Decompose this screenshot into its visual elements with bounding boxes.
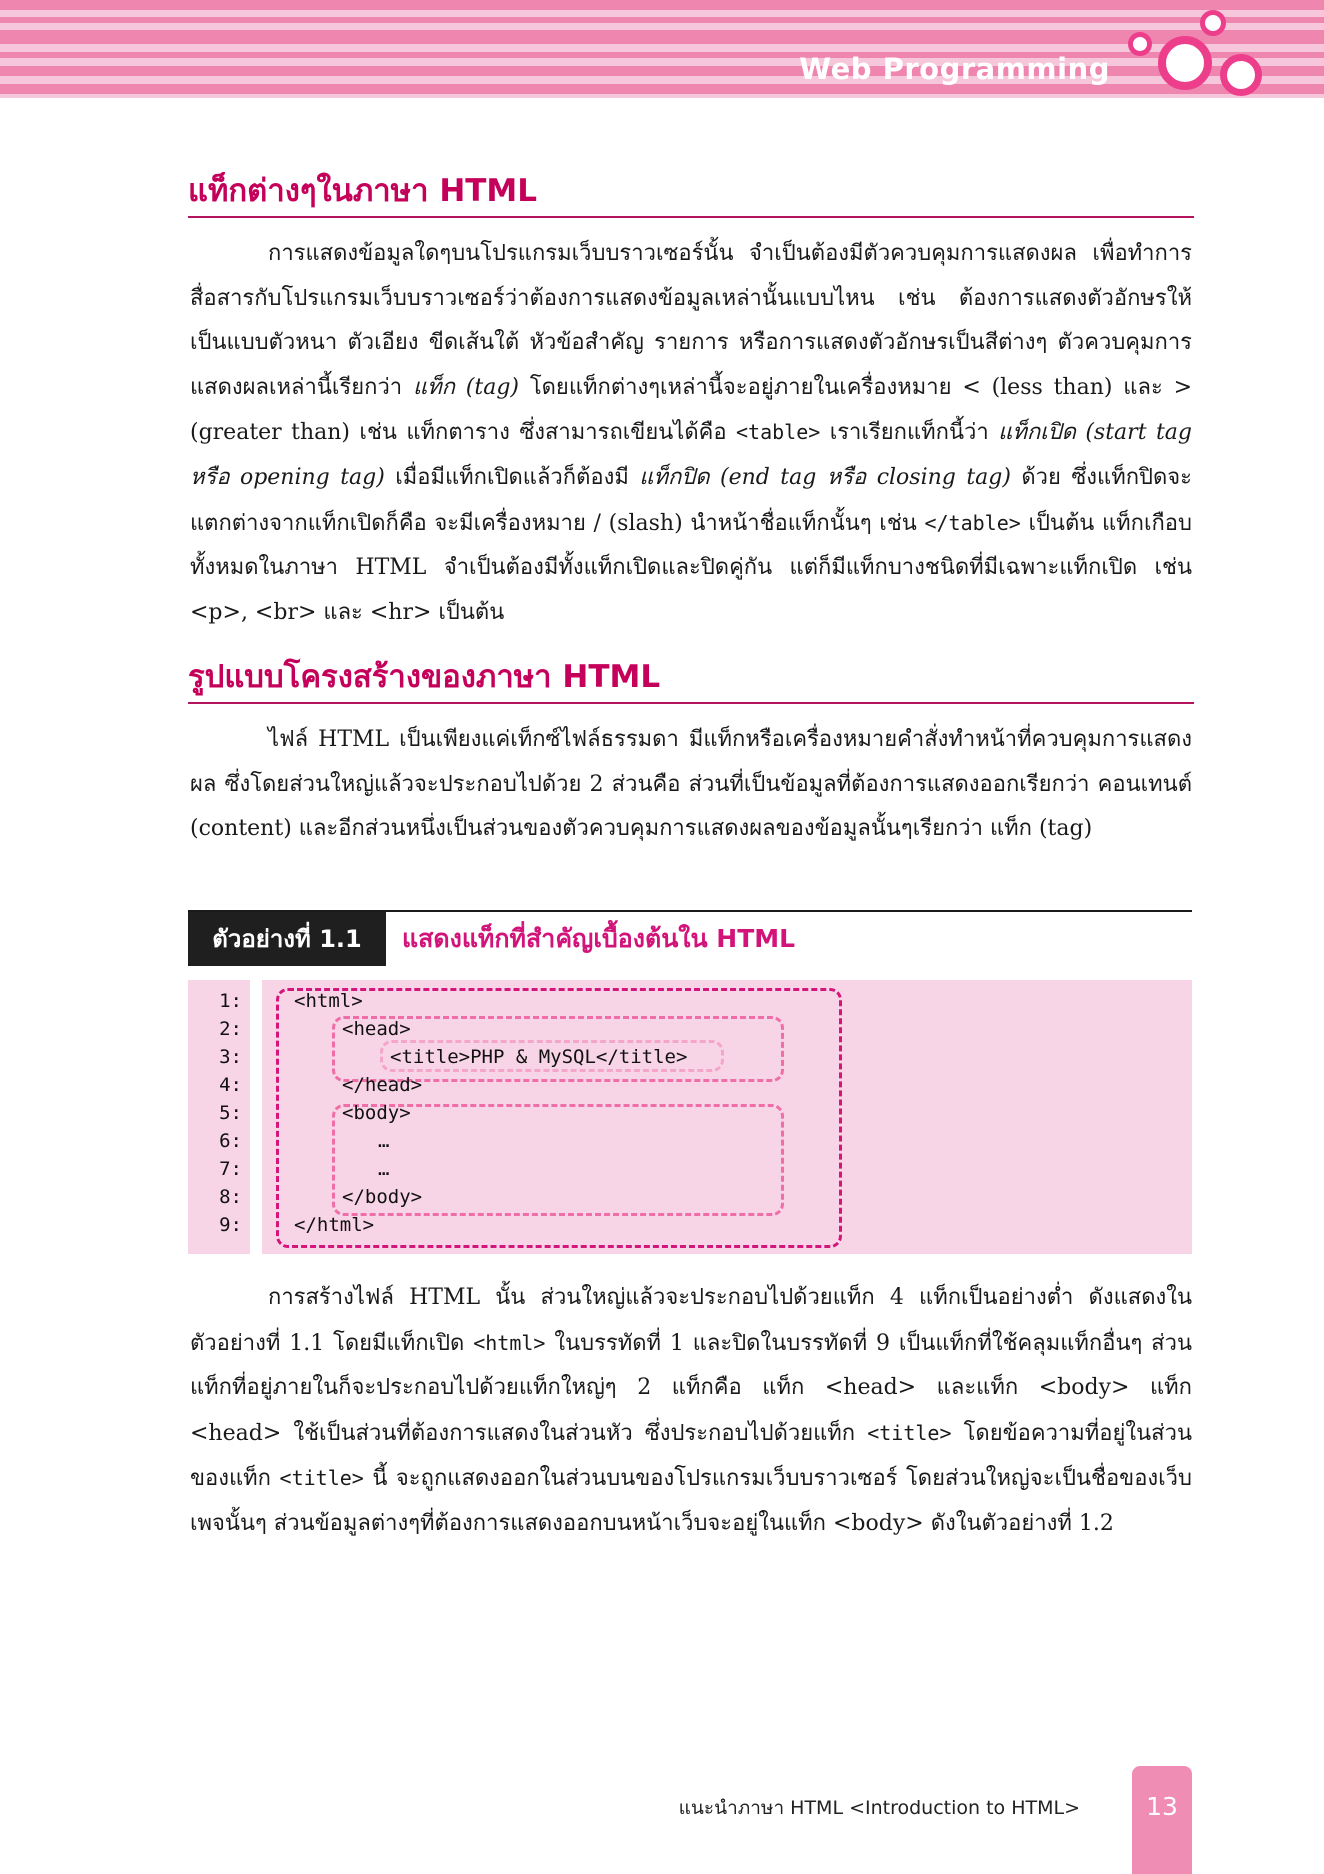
header-stripe [0,30,1324,44]
line-number: 7: [219,1158,242,1180]
header-stripe [0,52,1324,58]
footer-chapter-title: แนะนำภาษา HTML <Introduction to HTML> [678,1797,1080,1819]
decor-circle-icon [1200,10,1226,36]
page-header [0,0,1324,98]
code-line: <head> [342,1018,411,1040]
code-line: </html> [294,1214,375,1236]
section-heading-structure: รูปแบบโครงสร้างของภาษา HTML [188,660,1194,704]
section-paragraph: ไฟล์ HTML เป็นเพียงแค่เท็กซ์ไฟล์ธรรมดา มีแท็กหรือเครื่องหมายคำสั่งทำหน้าที่ควบคุมการแสดงผล ซึ่งโดยส่วนใหญ่แล้วจะประกอบไปด้วย 2 ส่วนคือ ส่วนที่เป็นข้อมูลที่ต้องการแสดงออกเรียกว่า คอนเทนต์ (content) และอีกส่วนหนึ่งเป็นส่วนของตัวควบคุมการแสดงผลของข้อมูลนั้นๆเรียกว่า แท็ก (tag) [190,727,1192,842]
code-line: … [378,1130,390,1152]
page-number: 13 [1146,1792,1178,1821]
decor-circle-icon [1128,32,1152,56]
example-label: ตัวอย่างที่ 1.1 [188,912,386,966]
code-block [262,980,1192,1254]
line-number: 8: [219,1186,242,1208]
header-stripe [0,66,1324,76]
decor-circle-icon [1158,36,1212,90]
header-stripe [0,0,1324,10]
code-line: </head> [342,1074,423,1096]
line-number: 3: [219,1046,242,1068]
decor-circle-icon [1220,54,1262,96]
section-paragraph: การสร้างไฟล์ HTML นั้น ส่วนใหญ่แล้วจะประกอบไปด้วยแท็ก 4 แท็กเป็นอย่างต่ำ ดังแสดงในตัวอย่างที่ 1.1 โดยมีแท็กเปิด <html> ในบรรทัดที่ 1 และปิดในบรรทัดที่ 9 เป็นแท็กที่ใช้คลุมแท็กอื่นๆ ส่วนแท็กที่อยู่ภายในก็จะประกอบไปด้วยแท็กใหญ่ๆ 2 แท็กคือ แท็ก <head> และแท็ก <body> แท็ก <head> ใช้เป็นส่วนที่ต้องการแสดงในส่วนหัว ซึ่งประกอบไปด้วยแท็ก <title> โดยข้อความที่อยู่ในส่วนของแท็ก <title> นี้ จะถูกแสดงออกในส่วนบนของโปรแกรมเว็บบราวเซอร์ โดยส่วนใหญ่จะเป็นชื่อของเว็บเพจนั้นๆ ส่วนข้อมูลต่างๆที่ต้องการแสดงออกบนหน้าเว็บจะอยู่ในแท็ก <body> ดังในตัวอย่างที่ 1.2 [190,1285,1193,1536]
header-title: Web Programming [799,52,1110,86]
code-line: </body> [342,1186,423,1208]
section-paragraph: การแสดงข้อมูลใดๆบนโปรแกรมเว็บบราวเซอร์นั้น จำเป็นต้องมีตัวควบคุมการแสดงผล เพื่อทำการสื่อสารกับโปรแกรมเว็บบราวเซอร์ว่าต้องการแสดงข้อมูลเหล่านั้นแบบไหน เช่น ต้องการแสดงตัวอักษรให้เป็นแบบตัวหนา ตัวเอียง ขีดเส้นใต้ หัวข้อสำคัญ รายการ หรือการแสดงตัวอักษรเป็นสีต่างๆ ตัวควบคุมการแสดงผลเหล่านี้เรียกว่า แท็ก (tag) โดยแท็กต่างๆเหล่านี้จะอยู่ภายในเครื่องหมาย < (less than) และ > (greater than) เช่น แท็กตาราง ซึ่งสามารถเขียนได้คือ <table> เราเรียกแท็กนี้ว่า แท็กเปิด (start tag หรือ opening tag) เมื่อมีแท็กเปิดแล้วก็ต้องมี แท็กปิด (end tag หรือ closing tag) ด้วย ซึ่งแท็กปิดจะแตกต่างจากแท็กเปิดก็คือ จะมีเครื่องหมาย / (slash) นำหน้าชื่อแท็กนั้นๆ เช่น </table> เป็นต้น แท็กเกือบทั้งหมดในภาษา HTML จำเป็นต้องมีทั้งแท็กเปิดและปิดคู่กัน แต่ก็มีแท็กบางชนิดที่มีเฉพาะแท็กเปิด เช่น <p>, <br> และ <hr> เป็นต้น [190,241,1193,625]
code-line: <title>PHP & MySQL</title> [390,1046,688,1068]
section-heading-tags: แท็กต่างๆในภาษา HTML [188,174,1194,218]
page-number-tab [1132,1766,1192,1874]
line-number: 9: [219,1214,242,1236]
line-number: 2: [219,1018,242,1040]
line-number: 1: [219,990,242,1012]
code-line: <html> [294,990,363,1012]
header-stripe [0,17,1324,23]
example-title: แสดงแท็กที่สำคัญเบื้องต้นใน HTML [402,924,796,953]
line-number: 6: [219,1130,242,1152]
line-number-gutter [188,980,250,1254]
code-line: <body> [342,1102,411,1124]
code-line: … [378,1158,390,1180]
line-number: 4: [219,1074,242,1096]
header-stripe [0,84,1324,94]
line-number: 5: [219,1102,242,1124]
